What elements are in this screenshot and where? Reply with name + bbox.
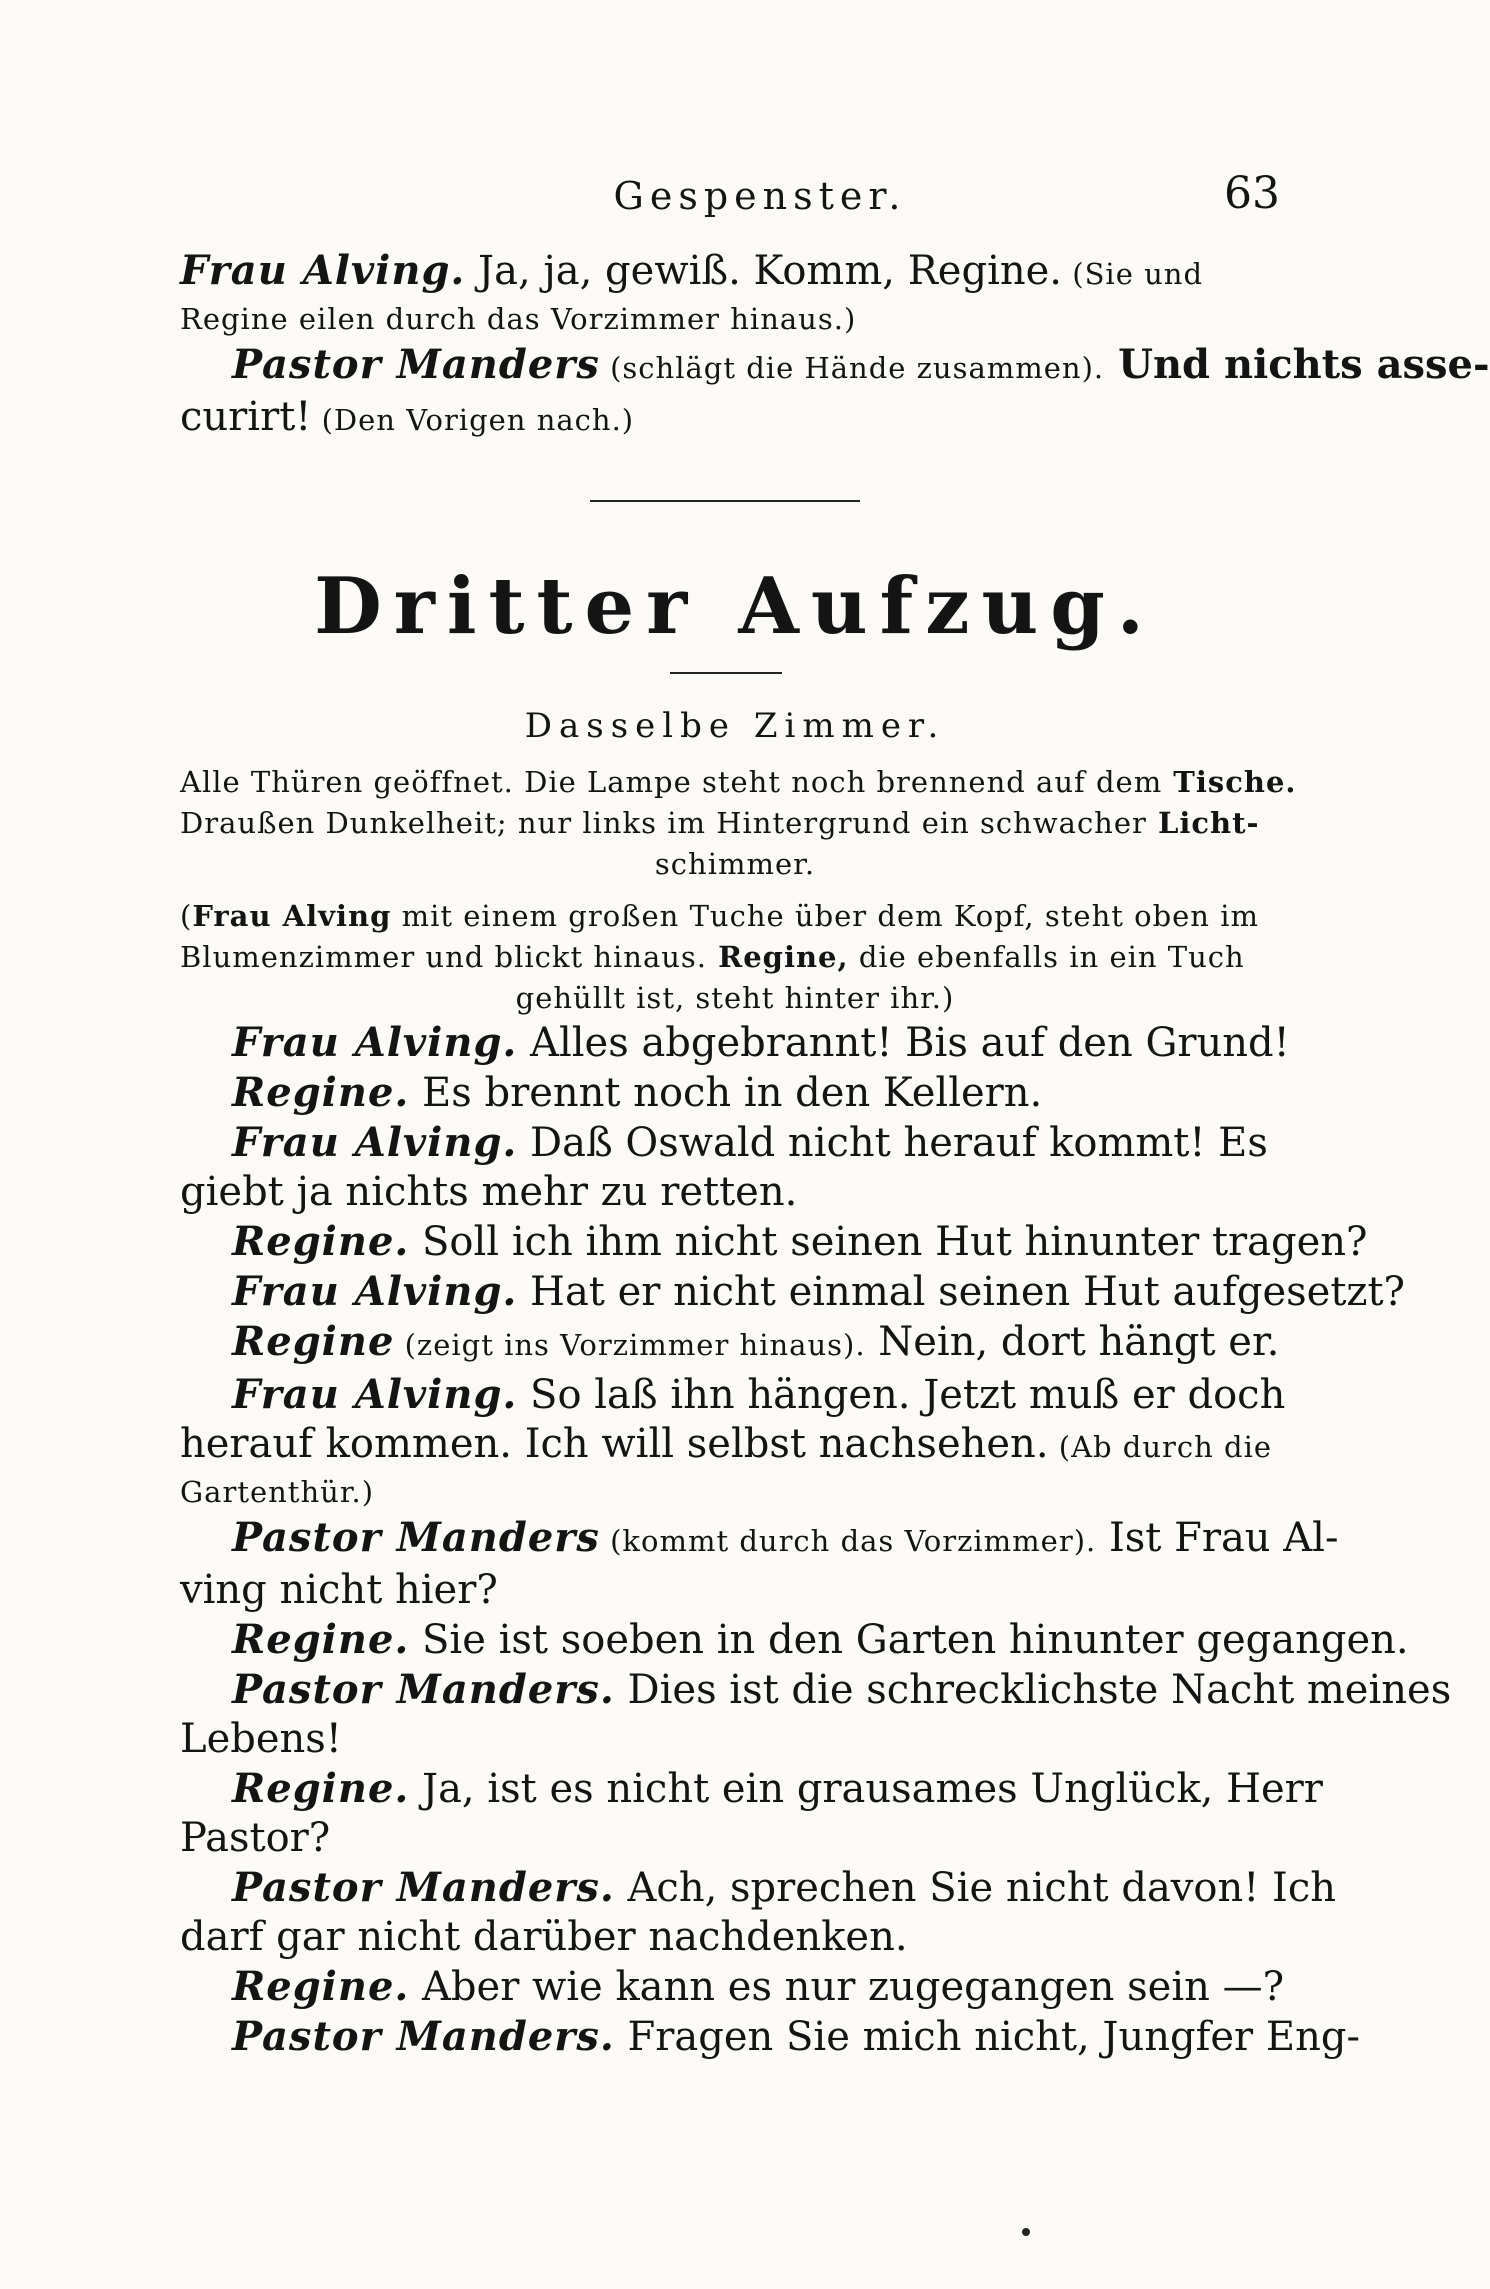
dialogue-line: Frau Alving. Hat er nicht einmal seinen Hut aufgesetzt?: [232, 1268, 1405, 1315]
dialogue-line: Pastor Manders (kommt durch das Vorzimmer). Ist Frau Al-: [232, 1514, 1339, 1561]
stage-direction: Regine eilen durch das Vorzimmer hinaus.): [180, 302, 857, 336]
dialogue-line: Regine. Es brennt noch in den Kellern.: [232, 1069, 1043, 1116]
dialogue-line: Regine. Soll ich ihm nicht seinen Hut hinunter tragen?: [232, 1218, 1368, 1265]
page-number: 63: [1224, 168, 1280, 219]
running-title: Gespenster.: [613, 174, 907, 218]
dialogue-line: Pastor Manders. Fragen Sie mich nicht, Jungfer Eng-: [232, 2013, 1360, 2060]
act-title: Dritter Aufzug.: [314, 561, 1156, 652]
opening-line-3: [180, 340, 1490, 393]
dialogue-line: Gartenthür.): [180, 1475, 375, 1509]
title-divider: [670, 672, 782, 674]
stage-line-2: Blumenzimmer und blickt hinaus. Regine, die ebenfalls in ein Tuch: [180, 940, 1245, 974]
speaker-label: Pastor Manders: [232, 341, 600, 388]
stage-direction: (Sie und: [1062, 257, 1204, 291]
setting-line-3: schimmer.: [654, 847, 816, 881]
print-mark: [1022, 2228, 1030, 2236]
section-divider: [590, 500, 860, 502]
dialogue-line: herauf kommen. Ich will selbst nachsehen. (Ab durch die: [180, 1421, 1273, 1467]
setting-description: [180, 762, 1297, 885]
speech-text: curirt!: [180, 394, 312, 440]
speech-text: Und nichts asse-: [1104, 341, 1490, 388]
scene-title: Dasselbe Zimmer.: [524, 706, 946, 746]
dialogue-line: Lebens!: [180, 1716, 342, 1762]
dialogue-line: Regine. Aber wie kann es nur zugegangen sein —?: [232, 1963, 1285, 2010]
opening-exchange: [180, 246, 1490, 445]
dialogue-line: ving nicht hier?: [180, 1567, 498, 1613]
dialogue-line: darf gar nicht darüber nachdenken.: [180, 1914, 908, 1960]
setting-line-2: Draußen Dunkelheit; nur links im Hintergrund ein schwacher Licht-: [180, 806, 1260, 840]
dialogue-line: giebt ja nichts mehr zu retten.: [180, 1169, 798, 1215]
dialogue-line: Regine (zeigt ins Vorzimmer hinaus). Nein, dort hängt er.: [232, 1318, 1280, 1365]
setting-line-1: Alle Thüren geöffnet. Die Lampe steht noch brennend auf dem Tische.: [180, 765, 1297, 799]
stage-direction-block: [180, 896, 1290, 1019]
dialogue: [180, 1018, 1452, 2062]
dialogue-line: Frau Alving. Daß Oswald nicht herauf kommt! Es: [232, 1119, 1268, 1166]
stage-line-1: (Frau Alving mit einem großen Tuche über dem Kopf, steht oben im: [180, 899, 1259, 933]
dialogue-line: Pastor Manders. Ach, sprechen Sie nicht davon! Ich: [232, 1864, 1336, 1911]
dialogue-line: Pastor Manders. Dies ist die schrecklichste Nacht meines: [232, 1666, 1452, 1713]
stage-line-3: gehüllt ist, steht hinter ihr.): [515, 981, 955, 1015]
stage-direction: (Den Vorigen nach.): [311, 403, 635, 437]
opening-line-2: [180, 299, 1290, 340]
speaker-label: Frau Alving.: [180, 247, 466, 294]
speech-text: Ja, ja, gewiß. Komm, Regine.: [465, 248, 1063, 294]
opening-line-4: [180, 393, 1290, 445]
dialogue-line: Pastor?: [180, 1815, 331, 1861]
opening-line-1: [180, 246, 1290, 299]
dialogue-line: Regine. Sie ist soeben in den Garten hinunter gegangen.: [232, 1616, 1409, 1663]
stage-direction: (schlägt die Hände zusammen).: [599, 351, 1105, 385]
dialogue-line: Frau Alving. Alles abgebrannt! Bis auf den Grund!: [232, 1019, 1290, 1066]
dialogue-line: Frau Alving. So laß ihn hängen. Jetzt muß er doch: [232, 1371, 1286, 1418]
page-header: [180, 168, 1280, 228]
dialogue-line: Regine. Ja, ist es nicht ein grausames Unglück, Herr: [232, 1765, 1323, 1812]
